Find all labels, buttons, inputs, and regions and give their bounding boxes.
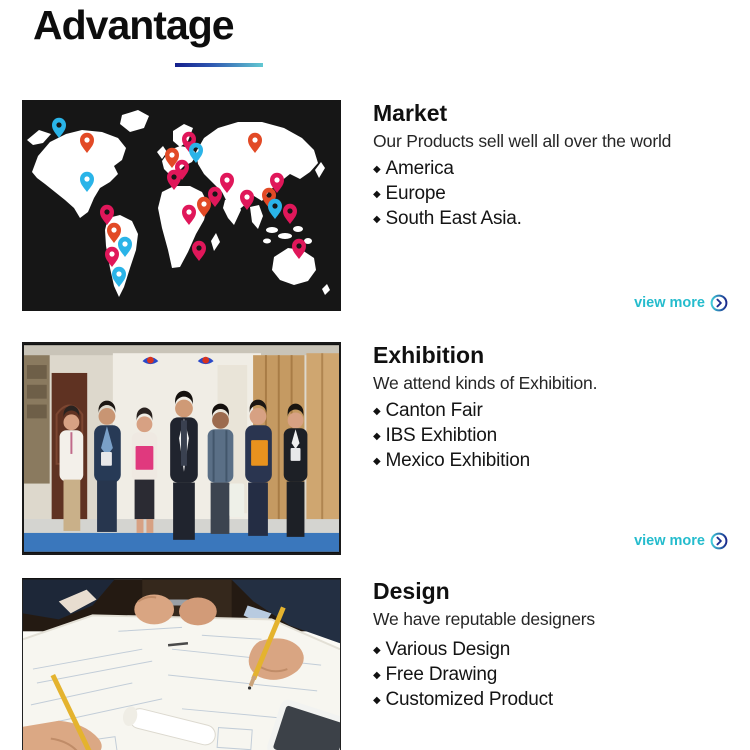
- bullet-diamond-icon: ◆: [373, 431, 381, 443]
- exhibition-info: [373, 342, 730, 473]
- view-more-link-exhibition[interactable]: [634, 532, 728, 550]
- bullet-diamond-icon: ◆: [373, 406, 381, 418]
- world-map-image: [22, 100, 341, 311]
- section-heading-market: Market: [373, 100, 448, 126]
- bullet-diamond-icon: ◆: [373, 645, 381, 657]
- market-bullet-list: [373, 156, 730, 231]
- bullet-label: Various Design: [385, 639, 511, 661]
- view-more-arrow-icon: [710, 294, 728, 312]
- bullet-diamond-icon: ◆: [373, 695, 381, 707]
- list-item: [373, 181, 730, 206]
- bullet-label: South East Asia.: [385, 208, 522, 230]
- design-photo: [22, 578, 341, 750]
- design-info: [373, 578, 730, 712]
- list-item: [373, 156, 730, 181]
- section-description-market: Our Products sell well all over the world: [373, 130, 672, 151]
- section-exhibition: [22, 342, 730, 555]
- bullet-label: Free Drawing: [385, 664, 498, 686]
- list-item: [373, 423, 730, 448]
- title-underline: [175, 63, 263, 67]
- bullet-diamond-icon: ◆: [373, 670, 381, 682]
- bullet-label: America: [385, 158, 454, 180]
- bullet-label: IBS Exhibtion: [385, 425, 497, 447]
- exhibition-bullet-list: [373, 398, 730, 473]
- section-description-design: We have reputable designers: [373, 608, 595, 629]
- section-design: [22, 578, 730, 750]
- view-more-label: view more: [634, 533, 705, 549]
- bullet-label: Canton Fair: [385, 400, 483, 422]
- bullet-label: Mexico Exhibition: [385, 450, 530, 472]
- view-more-arrow-icon: [710, 532, 728, 550]
- list-item: [373, 448, 730, 473]
- list-item: [373, 687, 730, 712]
- bullet-diamond-icon: ◆: [373, 189, 381, 201]
- section-market: [22, 100, 730, 312]
- exhibition-photo: [22, 342, 341, 555]
- section-heading-design: Design: [373, 578, 450, 604]
- view-more-link-market[interactable]: [634, 294, 728, 312]
- list-item: [373, 398, 730, 423]
- section-description-exhibition: We attend kinds of Exhibition.: [373, 372, 598, 393]
- page-title: Advantage: [33, 2, 234, 48]
- view-more-label: view more: [634, 295, 705, 311]
- design-bullet-list: [373, 637, 730, 712]
- bullet-diamond-icon: ◆: [373, 214, 381, 226]
- bullet-diamond-icon: ◆: [373, 164, 381, 176]
- section-heading-exhibition: Exhibition: [373, 342, 485, 368]
- list-item: [373, 637, 730, 662]
- bullet-label: Customized Product: [385, 689, 553, 711]
- list-item: [373, 206, 730, 231]
- bullet-diamond-icon: ◆: [373, 456, 381, 468]
- market-info: [373, 100, 730, 231]
- list-item: [373, 662, 730, 687]
- bullet-label: Europe: [385, 183, 446, 205]
